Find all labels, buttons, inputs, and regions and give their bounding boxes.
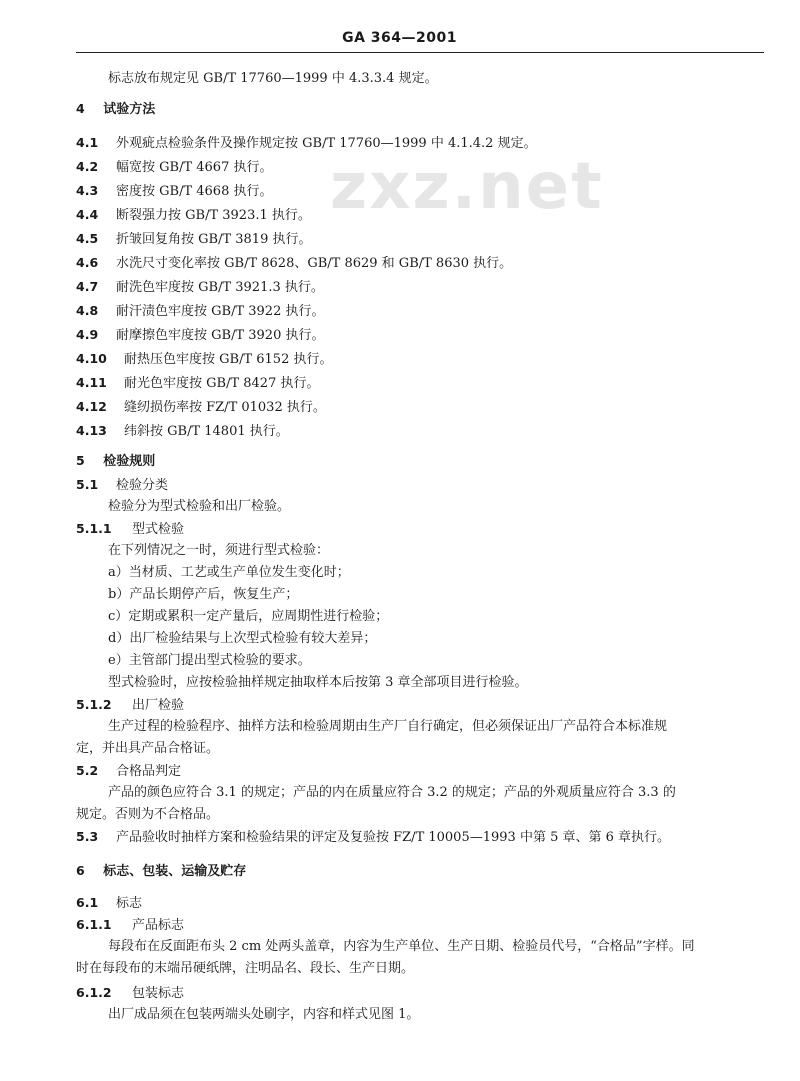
clause-text: 产品标志	[132, 918, 185, 933]
clause-6-1-2-body: 出厂成品须在包装两端头处刷字，内容和样式见图 1。	[108, 1007, 420, 1022]
clause-text: 外观疵点检验条件及操作规定按 GB/T 17760—1999 中 4.1.4.2 规定。	[116, 136, 537, 151]
clause-text: 耐光色牢度按 GB/T 8427 执行。	[124, 376, 320, 391]
clause-text: 型式检验	[132, 522, 185, 537]
intro-line: 标志放布规定见 GB/T 17760—1999 中 4.3.3.4 规定。	[108, 71, 438, 86]
clause-number: 4.11	[76, 375, 107, 390]
clause-5-1-2	[76, 696, 184, 715]
clause-6-1-2	[76, 984, 184, 1003]
clause-text: 标志	[116, 896, 143, 911]
clause-text: 缝纫损伤率按 FZ/T 01032 执行。	[124, 400, 326, 415]
clause-number: 5.1.2	[76, 697, 112, 712]
clause-6-1-1-body-1: 每段布在反面距布头 2 cm 处两头盖章，内容为生产单位、生产日期、检验员代号，“合格品”字样。同	[108, 939, 695, 954]
page-header	[76, 24, 764, 53]
clause-5-1-1	[76, 520, 184, 539]
section-number: 4	[76, 101, 85, 116]
clause-text: 水洗尺寸变化率按 GB/T 8628、GB/T 8629 和 GB/T 8630 执行。	[116, 256, 513, 271]
clause-6-1-1	[76, 916, 184, 935]
clause-number: 4.13	[76, 423, 107, 438]
clause-6-1-1-body-2: 时在每段布的末端吊硬纸牌，注明品名、段长、生产日期。	[76, 961, 415, 976]
clause-text: 耐汗渍色牢度按 GB/T 3922 执行。	[116, 304, 325, 319]
section-5-heading	[76, 452, 155, 471]
clause-number: 5.1.1	[76, 521, 112, 536]
clause-number: 6.1	[76, 895, 99, 910]
clause-4-8	[76, 302, 324, 321]
clause-number: 6.1.1	[76, 917, 112, 932]
clause-5-2	[76, 762, 181, 781]
clause-text: 产品验收时抽样方案和检验结果的评定及复验按 FZ/T 10005—1993 中第 5 章、第 6 章执行。	[116, 830, 671, 845]
clause-4-7	[76, 278, 324, 297]
section-number: 6	[76, 863, 85, 878]
clause-text: 出厂检验	[132, 698, 185, 713]
clause-number: 5.3	[76, 829, 99, 844]
clause-text: 密度按 GB/T 4668 执行。	[116, 184, 273, 199]
clause-text: 检验分类	[116, 478, 169, 493]
clause-text: 耐摩擦色牢度按 GB/T 3920 执行。	[116, 328, 325, 343]
clause-5-2-body-1: 产品的颜色应符合 3.1 的规定；产品的内在质量应符合 3.2 的规定；产品的外观质量应符合 3.3 的	[108, 785, 676, 800]
clause-5-1	[76, 476, 168, 495]
clause-number: 5.2	[76, 763, 99, 778]
clause-5-1-2-body-1: 生产过程的检验程序、抽样方法和检验周期由生产厂自行确定，但必须保证出厂产品符合本标准规	[108, 719, 668, 734]
clause-4-2	[76, 158, 272, 177]
section-number: 5	[76, 453, 85, 468]
clause-4-9	[76, 326, 324, 345]
clause-4-11	[76, 374, 319, 393]
clause-4-13	[76, 422, 289, 441]
clause-number: 4.2	[76, 159, 99, 174]
list-item-e: e）主管部门提出型式检验的要求。	[108, 653, 311, 668]
clause-4-5	[76, 230, 311, 249]
section-title: 检验规则	[103, 454, 156, 469]
clause-text: 折皱回复角按 GB/T 3819 执行。	[116, 232, 312, 247]
clause-number: 6.1.2	[76, 985, 112, 1000]
clause-number: 4.10	[76, 351, 107, 366]
clause-5-1-2-body-2: 定，并出具产品合格证。	[76, 741, 220, 756]
clause-text: 耐洗色牢度按 GB/T 3921.3 执行。	[116, 280, 324, 295]
clause-5-2-body-2: 规定。否则为不合格品。	[76, 807, 220, 822]
clause-4-1	[76, 134, 537, 153]
list-item-a: a）当材质、工艺或生产单位发生变化时；	[108, 565, 350, 580]
clause-4-10	[76, 350, 332, 369]
clause-number: 4.12	[76, 399, 107, 414]
clause-text: 合格品判定	[116, 764, 182, 779]
clause-text: 包装标志	[132, 986, 185, 1001]
clause-4-12	[76, 398, 326, 417]
section-6-heading	[76, 862, 246, 881]
clause-number: 4.4	[76, 207, 99, 222]
list-item-c: c）定期或累积一定产量后，应周期性进行检验；	[108, 609, 389, 624]
clause-number: 4.3	[76, 183, 99, 198]
clause-4-4	[76, 206, 311, 225]
list-item-b: b）产品长期停产后，恢复生产；	[108, 587, 299, 602]
clause-number: 4.8	[76, 303, 99, 318]
watermark-text: zxz.net	[330, 150, 604, 224]
clause-text: 纬斜按 GB/T 14801 执行。	[124, 424, 289, 439]
section-title: 试验方法	[103, 102, 156, 117]
clause-number: 5.1	[76, 477, 99, 492]
clause-4-3	[76, 182, 272, 201]
section-4-heading	[76, 100, 155, 119]
clause-5-1-body: 检验分为型式检验和出厂检验。	[108, 499, 291, 514]
clause-number: 4.6	[76, 255, 99, 270]
section-title: 标志、包装、运输及贮存	[103, 864, 247, 879]
clause-5-1-1-tail: 型式检验时，应按检验抽样规定抽取样本后按第 3 章全部项目进行检验。	[108, 675, 528, 690]
clause-number: 4.5	[76, 231, 99, 246]
list-item-d: d）出厂检验结果与上次型式检验有较大差异；	[108, 631, 377, 646]
standard-code: GA 364—2001	[342, 30, 457, 46]
clause-5-3	[76, 828, 670, 847]
clause-number: 4.9	[76, 327, 99, 342]
clause-text: 断裂强力按 GB/T 3923.1 执行。	[116, 208, 311, 223]
clause-text: 耐热压色牢度按 GB/T 6152 执行。	[124, 352, 333, 367]
clause-text: 幅宽按 GB/T 4667 执行。	[116, 160, 273, 175]
clause-number: 4.1	[76, 135, 99, 150]
clause-4-6	[76, 254, 512, 273]
clause-5-1-1-body: 在下列情况之一时，须进行型式检验：	[108, 543, 330, 558]
clause-6-1	[76, 894, 142, 913]
clause-number: 4.7	[76, 279, 99, 294]
